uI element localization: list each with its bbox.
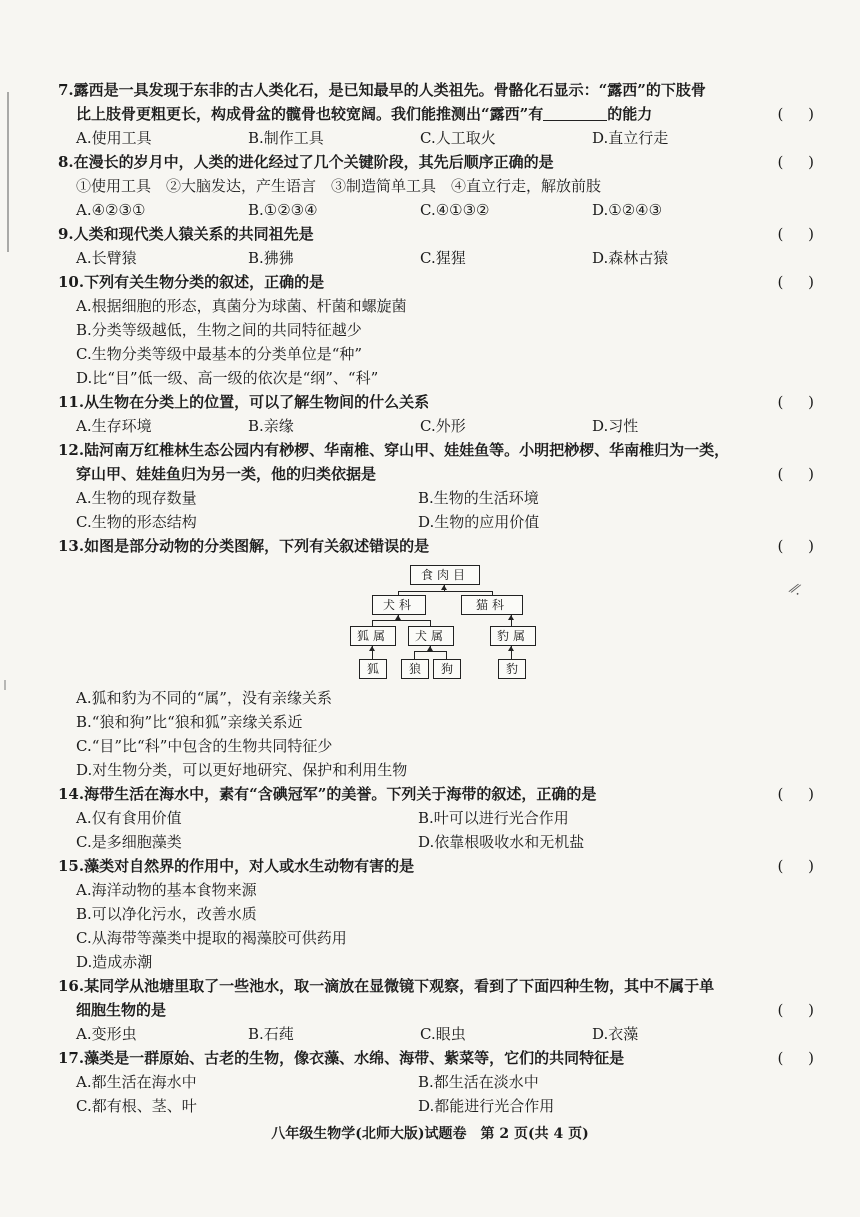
connector — [414, 651, 415, 659]
answer-paren[interactable]: ( ) — [777, 153, 824, 171]
question-text: 12.陆河南万红椎林生态公园内有桫椤、华南椎、穿山甲、娃娃鱼等。小明把桫椤、华南椎归为一类， — [58, 441, 730, 459]
options — [58, 486, 828, 510]
arrow-up-icon — [427, 646, 433, 651]
question-list — [58, 78, 828, 1118]
node-genus-panthera: 豹属 — [490, 626, 536, 646]
question-15 — [58, 854, 828, 974]
option-c[interactable]: C.从海带等藻类中提取的褐藻胶可供药用 — [76, 929, 347, 947]
question-text: 比上肢骨更粗更长，构成骨盆的髋骨也较宽阔。我们能推测出“露西”有 的能力 ( ) — [58, 102, 828, 126]
option-c[interactable]: C.外形 — [420, 417, 466, 435]
fill-blank[interactable] — [543, 104, 607, 121]
arrow-up-icon — [369, 646, 375, 651]
option-a[interactable]: A.生物的现存数量 — [76, 489, 197, 507]
option-c[interactable]: C.“目”比“科”中包含的生物共同特征少 — [76, 737, 333, 755]
answer-paren[interactable]: ( ) — [777, 1001, 824, 1019]
option-d[interactable]: D.衣藻 — [592, 1025, 639, 1043]
question-text: 9.人类和现代类人猿关系的共同祖先是 ( ) — [58, 222, 828, 246]
option-c[interactable]: C.眼虫 — [420, 1025, 466, 1043]
options — [58, 510, 828, 534]
option-a[interactable]: A.变形虫 — [76, 1025, 137, 1043]
option-b[interactable]: B.都生活在淡水中 — [418, 1073, 539, 1091]
question-text: 7.露西是一具发现于东非的古人类化石，是已知最早的人类祖先。骨骼化石显示：“露西”的下肢骨 — [58, 81, 706, 99]
question-text: 穿山甲、娃娃鱼归为另一类，他的归类依据是 ( ) — [58, 462, 828, 486]
option-b[interactable]: B.石莼 — [248, 1025, 294, 1043]
option-c[interactable]: C.人工取火 — [420, 129, 496, 147]
answer-paren[interactable]: ( ) — [777, 857, 824, 875]
question-text: 8.在漫长的岁月中，人类的进化经过了几个关键阶段，其先后顺序正确的是 ( ) — [58, 150, 828, 174]
option-d[interactable]: D.直立行走 — [592, 129, 669, 147]
option-d[interactable]: D.对生物分类，可以更好地研究、保护和利用生物 — [76, 761, 408, 779]
option-a[interactable]: A.海洋动物的基本食物来源 — [76, 881, 257, 899]
option-a[interactable]: A.根据细胞的形态，真菌分为球菌、杆菌和螺旋菌 — [76, 297, 407, 315]
option-d[interactable]: D.①②④③ — [592, 201, 663, 219]
question-text: 15.藻类对自然界的作用中，对人或水生动物有害的是 ( ) — [58, 854, 828, 878]
option-d[interactable]: D.都能进行光合作用 — [418, 1097, 555, 1115]
options — [58, 414, 828, 438]
connector — [372, 620, 430, 621]
arrow-up-icon — [508, 615, 514, 620]
option-c[interactable]: C.生物的形态结构 — [76, 513, 197, 531]
question-10 — [58, 270, 828, 390]
question-text: 17.藻类是一群原始、古老的生物，像衣藻、水绵、海带、紫菜等，它们的共同特征是 ( ) — [58, 1046, 828, 1070]
option-d[interactable]: D.森林古猿 — [592, 249, 669, 267]
question-text: 10.下列有关生物分类的叙述，正确的是 ( ) — [58, 270, 828, 294]
option-c[interactable]: C.猩猩 — [420, 249, 466, 267]
node-order: 食肉目 — [410, 565, 480, 585]
question-11 — [58, 390, 828, 438]
question-12 — [58, 438, 828, 534]
question-13 — [58, 534, 828, 782]
option-a[interactable]: A.都生活在海水中 — [76, 1073, 197, 1091]
option-b[interactable]: B.可以净化污水，改善水质 — [76, 905, 257, 923]
answer-paren[interactable]: ( ) — [777, 393, 824, 411]
question-subitems: ①使用工具 ②大脑发达，产生语言 ③制造简单工具 ④直立行走，解放前肢 — [76, 177, 602, 195]
node-genus-canis: 犬属 — [408, 626, 454, 646]
answer-paren[interactable]: ( ) — [777, 225, 824, 243]
options — [58, 1070, 828, 1094]
node-family-felidae: 猫科 — [461, 595, 523, 615]
question-text: 16.某同学从池塘里取了一些池水，取一滴放在显微镜下观察，看到了下面四种生物，其中不属于单 — [58, 977, 715, 995]
question-17 — [58, 1046, 828, 1118]
option-b[interactable]: B.“狼和狗”比“狼和狐”亲缘关系近 — [76, 713, 303, 731]
question-text: 11.从生物在分类上的位置，可以了解生物间的什么关系 ( ) — [58, 390, 828, 414]
node-species-leopard: 豹 — [498, 659, 526, 679]
connector — [398, 591, 492, 592]
option-d[interactable]: D.造成赤潮 — [76, 953, 153, 971]
option-b[interactable]: B.狒狒 — [248, 249, 294, 267]
question-8 — [58, 150, 828, 222]
options — [58, 126, 828, 150]
answer-paren[interactable]: ( ) — [777, 273, 824, 291]
answer-paren[interactable]: ( ) — [777, 465, 824, 483]
question-text: 细胞生物的是 ( ) — [58, 998, 828, 1022]
node-family-canidae: 犬科 — [372, 595, 426, 615]
question-text: 13.如图是部分动物的分类图解，下列有关叙述错误的是 ( ) — [58, 534, 828, 558]
options — [58, 246, 828, 270]
question-16 — [58, 974, 828, 1046]
page-footer: 八年级生物学(北师大版)试题卷 第 2 页(共 4 页) — [271, 1126, 589, 1142]
question-9 — [58, 222, 828, 270]
option-b[interactable]: B.亲缘 — [248, 417, 294, 435]
option-c[interactable]: C.都有根、茎、叶 — [76, 1097, 197, 1115]
options — [58, 1094, 828, 1118]
options — [58, 198, 828, 222]
connector — [414, 651, 446, 652]
option-a[interactable]: A.狐和豹为不同的“属”，没有亲缘关系 — [76, 689, 332, 707]
classification-diagram — [58, 558, 828, 686]
question-14 — [58, 782, 828, 854]
node-species-fox: 狐 — [359, 659, 387, 679]
option-c[interactable]: C.生物分类等级中最基本的分类单位是“种” — [76, 345, 363, 363]
option-b[interactable]: B.分类等级越低，生物之间的共同特征越少 — [76, 321, 362, 339]
option-a[interactable]: A.仅有食用价值 — [76, 809, 182, 827]
node-species-dog: 狗 — [433, 659, 461, 679]
arrow-up-icon — [508, 646, 514, 651]
answer-paren[interactable]: ( ) — [777, 1049, 824, 1067]
options — [58, 1022, 828, 1046]
option-d[interactable]: D.依靠根吸收水和无机盐 — [418, 833, 585, 851]
options — [58, 806, 828, 830]
question-text: 14.海带生活在海水中，素有“含碘冠军”的美誉。下列关于海带的叙述，正确的是 ( ) — [58, 782, 828, 806]
node-genus-vulpes: 狐属 — [350, 626, 396, 646]
answer-paren[interactable]: ( ) — [777, 537, 824, 555]
arrow-up-icon — [441, 585, 447, 590]
option-b[interactable]: B.制作工具 — [248, 129, 324, 147]
binding-margin-line — [7, 92, 9, 252]
answer-paren[interactable]: ( ) — [777, 785, 824, 803]
option-b[interactable]: B.生物的生活环境 — [418, 489, 539, 507]
option-d[interactable]: D.比“目”低一级、高一级的依次是“纲”、“科” — [76, 369, 379, 387]
option-c[interactable]: C.是多细胞藻类 — [76, 833, 182, 851]
option-a[interactable]: A.④②③① — [76, 201, 146, 219]
option-a[interactable]: A.使用工具 — [76, 129, 152, 147]
option-b[interactable]: B.①②③④ — [248, 201, 318, 219]
option-a[interactable]: A.生存环境 — [76, 417, 152, 435]
option-c[interactable]: C.④①③② — [420, 201, 490, 219]
answer-paren[interactable]: ( ) — [777, 105, 824, 123]
option-a[interactable]: A.长臂猿 — [76, 249, 137, 267]
node-species-wolf: 狼 — [401, 659, 429, 679]
pencil-mark: ⁄⁄. — [789, 580, 804, 600]
option-b[interactable]: B.叶可以进行光合作用 — [418, 809, 569, 827]
option-d[interactable]: D.习性 — [592, 417, 639, 435]
connector — [446, 651, 447, 659]
options — [58, 830, 828, 854]
question-7 — [58, 78, 828, 150]
arrow-up-icon — [395, 615, 401, 620]
binding-margin-tick — [4, 680, 6, 690]
option-d[interactable]: D.生物的应用价值 — [418, 513, 540, 531]
